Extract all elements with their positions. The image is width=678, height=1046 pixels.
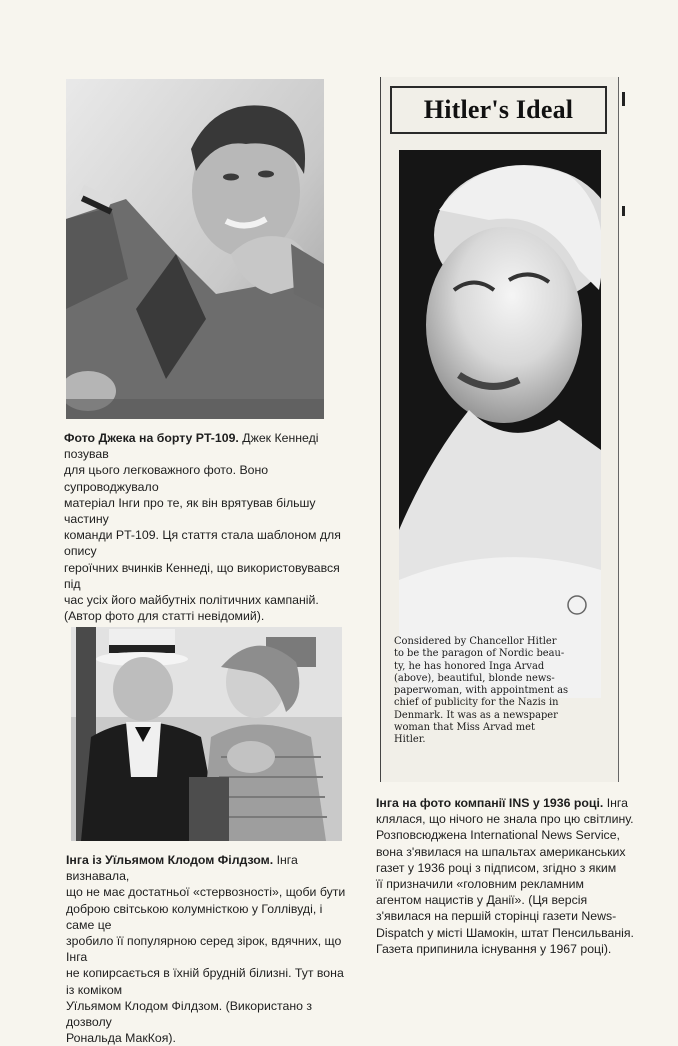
jfk-caption-line: команди PT-109. Ця стаття стала шаблоном для опису (64, 528, 341, 559)
ins-caption-title: Інга на фото компанії INS у 1936 році. (376, 796, 604, 810)
clipping-text-line: Denmark. It was as a newspaper (394, 709, 558, 721)
clipping-text-line: (above), beautiful, blonde news- (394, 672, 555, 684)
clipping-text-line: to be the paragon of Nordic beau- (394, 648, 565, 660)
ins-caption-line: газет у 1936 році з підписом, згідно з яким (376, 860, 617, 875)
jfk-caption-title: Фото Джека на борту PT-109. (64, 431, 239, 445)
ins-caption (376, 795, 634, 957)
clipping-text-line: ty, he has honored Inga Arvad (394, 660, 545, 672)
ins-caption-line: клялася, що нічого не знала про цю світлину. (376, 812, 634, 827)
clipping-text-line: paperwoman, with appointment as (394, 685, 569, 697)
fields-caption-line: зробило її популярною серед зірок, вдячних, що Інга (66, 934, 342, 965)
fields-caption (66, 852, 348, 1046)
ins-caption-line: вона з'явилася на шпальтах американських (376, 844, 626, 859)
ins-caption-line: з'явилася на першій сторінці газети News- (376, 909, 617, 924)
clipping-text-line: Hitler. (394, 734, 426, 746)
jfk-caption-line: час усіх його майбутніх політичних кампаній. (64, 593, 319, 608)
ins-caption-line: Газета припинила існування у 1967 році). (376, 941, 612, 956)
fields-caption-line: доброю світською колумністкою у Голлівуді, і саме це (66, 901, 323, 932)
jfk-caption-line: матеріал Інги про те, як він врятував більшу частину (64, 495, 316, 527)
jfk-caption-line: для цього легковажного фото. Воно супроводжувало (64, 463, 269, 494)
inga-portrait-photo (399, 150, 601, 698)
jfk-caption-line: (Автор фото для статті невідомий). (64, 609, 265, 624)
fields-caption-line: не копирсається в їхній брудній білизні. Тут вона із коміком (66, 966, 344, 997)
fields-caption-title: Інга із Уїльямом Клодом Філдзом. (66, 853, 274, 867)
jfk-photo (66, 79, 324, 419)
ins-caption-line: її призначили «головним рекламним (376, 877, 584, 892)
clipping-edge-mark (622, 92, 625, 106)
clipping-text-line: chief of publicity for the Nazis in (394, 697, 559, 709)
fields-caption-line: Інга визнавала, (66, 853, 298, 884)
fields-caption-line: Рональда МакКоя). (66, 1031, 176, 1046)
headline-box (390, 86, 607, 134)
clipping-headline: Hitler's Ideal (423, 95, 574, 124)
jfk-caption-line: героїчних вчинків Кеннеді, що використовувався під (64, 560, 340, 591)
clipping-text-line: Considered by Chancellor Hitler (394, 636, 557, 647)
ins-caption-line: Dispatch у місті Шамокін, штат Пенсильванія. (376, 925, 634, 940)
clipping-edge-mark (622, 206, 625, 216)
inga-fields-photo (71, 627, 342, 841)
clipping-article-text (394, 636, 609, 747)
jfk-caption-line: Джек Кеннеді позував (64, 431, 319, 462)
fields-caption-line: що не має достатньої «стервозності», щоби бути (66, 885, 346, 900)
ins-caption-line: Розповсюджена International News Service, (376, 828, 620, 843)
ins-caption-line: агентом нацистів у Данії». (Ця версія (376, 893, 588, 908)
fields-caption-line: Уїльямом Клодом Філдзом. (Використано з дозволу (66, 998, 313, 1030)
jfk-caption (64, 430, 342, 624)
clipping-text-line: woman that Miss Arvad met (394, 722, 535, 734)
newspaper-clipping (380, 77, 619, 782)
ins-caption-line: Інга (606, 796, 628, 810)
